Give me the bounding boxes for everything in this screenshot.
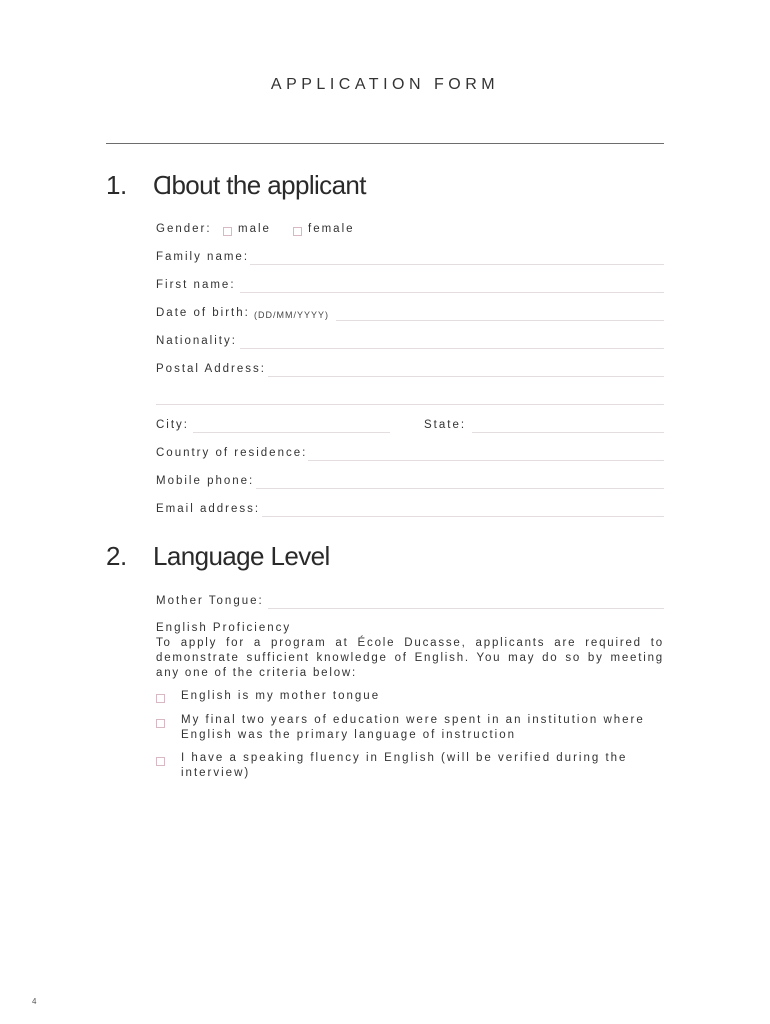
gender-female-label: female [308,223,355,235]
postal-address-label: Postal Address: [156,363,266,375]
page-number: 4 [32,997,37,1006]
gender-male-label: male [238,223,271,235]
mobile-field[interactable] [256,488,664,489]
country-label: Country of residence: [156,447,308,459]
criterion-mother-tongue-label: English is my mother tongue [181,690,381,702]
postal-address-field-line-2[interactable] [156,404,664,405]
mother-tongue-field[interactable] [268,608,664,609]
first-name-field[interactable] [240,292,664,293]
section-1-title: Ɑbout the applicant [153,170,366,200]
mobile-label: Mobile phone: [156,475,255,487]
state-field[interactable] [472,432,664,433]
country-field[interactable] [308,460,664,461]
criterion-mother-tongue-checkbox[interactable] [156,694,165,703]
gender-male-checkbox[interactable] [223,227,232,236]
city-label: City: [156,419,189,431]
mother-tongue-label: Mother Tongue: [156,595,264,607]
postal-address-field[interactable] [268,376,664,377]
family-name-label: Family name: [156,251,250,263]
email-label: Email address: [156,503,261,515]
gender-female-checkbox[interactable] [293,227,302,236]
english-proficiency-heading: English Proficiency [156,622,292,634]
criterion-speaking-label-line-1: I have a speaking fluency in English (will be verified during the [181,752,628,764]
proficiency-text-line-1: To apply for a program at École Ducasse, applicants are required to [156,637,664,649]
section-2-title: Language Level [153,541,330,571]
proficiency-text-line-2: demonstrate sufficient knowledge of English. You may do so by meeting [156,652,664,664]
proficiency-text-line-3: any one of the criteria below: [156,667,358,679]
criterion-speaking-label-line-2: interview) [181,767,251,779]
form-title: APPLICATION FORM [270,76,500,93]
family-name-field[interactable] [250,264,664,265]
criterion-speaking-checkbox[interactable] [156,757,165,766]
dob-format-hint: (DD/MM/YYYY) [254,310,329,320]
header-divider [106,143,664,144]
dob-label: Date of birth: [156,307,250,319]
state-label: State: [424,419,467,431]
criterion-education-label-line-2: English was the primary language of instruction [181,729,516,741]
city-field[interactable] [193,432,390,433]
section-2-number: 2. [106,541,127,571]
email-field[interactable] [262,516,664,517]
dob-field[interactable] [336,320,664,321]
gender-label: Gender: [156,223,212,235]
criterion-education-checkbox[interactable] [156,719,165,728]
nationality-field[interactable] [240,348,664,349]
criterion-education-label-line-1: My final two years of education were spent in an institution where [181,714,645,726]
section-1-number: 1. [106,170,127,200]
first-name-label: First name: [156,279,236,291]
nationality-label: Nationality: [156,335,237,347]
